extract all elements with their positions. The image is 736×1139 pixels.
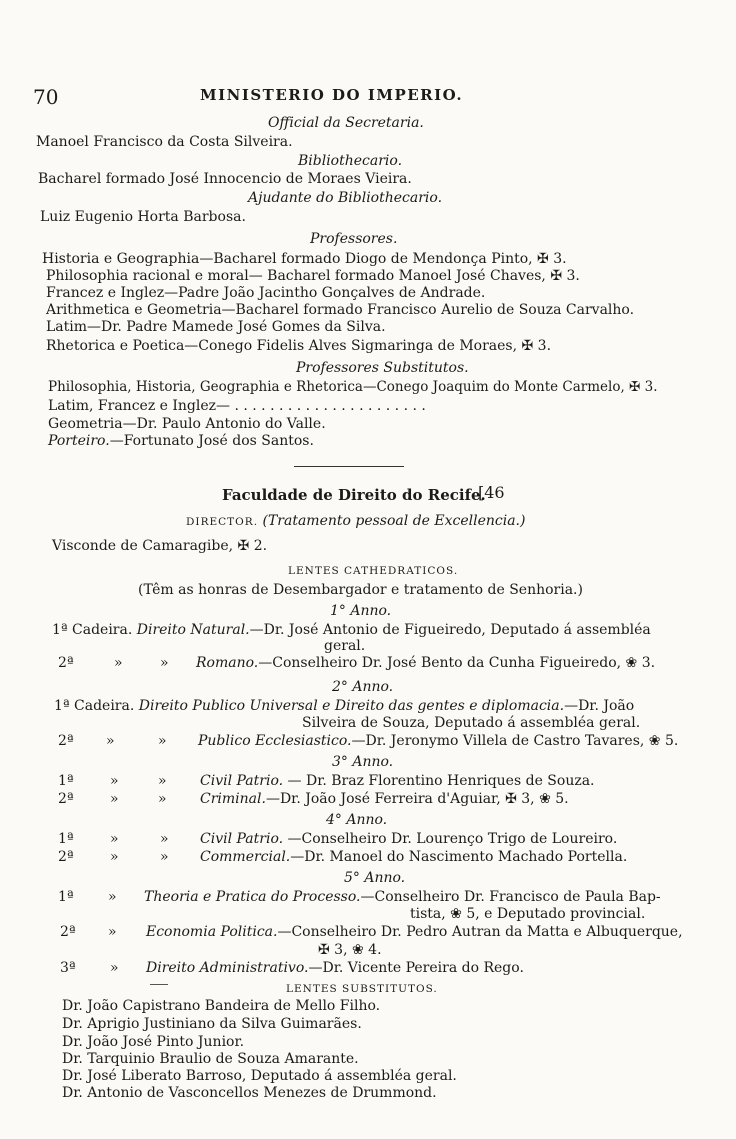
cadeira-row [54, 697, 634, 715]
cadeira-subject: Criminal. [200, 791, 266, 807]
cadeira-subject: Direito Publico Universal e Direito das gentes e diplomacia. [138, 698, 565, 714]
cadeira-subject: Direito Administrativo. [146, 960, 309, 976]
ditto-mark: » [158, 791, 167, 807]
ditto-mark: » [158, 773, 167, 789]
anno-heading: 1° Anno. [330, 603, 392, 619]
cadeira-text: —Conselheiro Dr. Pedro Autran da Matta e Albuquerque, [277, 924, 683, 940]
cadeira-subject: Commercial. [200, 849, 291, 865]
cadeira-number: 2ª [60, 924, 76, 940]
ditto-mark: » [108, 889, 117, 905]
director-note: (Tratamento pessoal de Excellencia.) [262, 513, 526, 529]
cadeira-number: 2ª [58, 791, 74, 807]
cadeira-row-text [200, 848, 627, 866]
ditto-mark: » [110, 960, 119, 976]
professor-line: Francez e Inglez—Padre João Jacintho Gonçalves de Andrade. [46, 285, 486, 301]
ditto-mark: » [110, 849, 119, 865]
substituto-name: Dr. José Liberato Barroso, Deputado á assembléa geral. [62, 1068, 457, 1084]
cadeira-text: —Conselheiro Dr. Francisco de Paula Bap- [360, 889, 661, 905]
ditto-mark: » [106, 733, 115, 749]
ditto-mark: » [110, 831, 119, 847]
cadeira-row-text [146, 959, 524, 977]
cadeira-row-text [144, 888, 661, 906]
cadeira-row-text [200, 790, 569, 808]
cadeira-subject: Civil Patrio. [200, 773, 284, 789]
cadeira-number: 3ª [60, 960, 76, 976]
professor-line: Philosophia racional e moral— Bacharel formado Manoel José Chaves, ✠ 3. [46, 268, 580, 284]
ditto-mark: » [158, 733, 167, 749]
section-divider [294, 466, 404, 467]
substituto-line: Philosophia, Historia, Geographia e Rhetorica—Conego Joaquim do Monte Carmelo, ✠ 3. [48, 379, 658, 395]
cadeira-row-text [200, 772, 595, 790]
cadeira-continuation: Silveira de Souza, Deputado á assembléa geral. [302, 715, 641, 731]
substituto-line: Latim, Francez e Inglez— . . . . . . . . . . . . . . . . . . . . . . [48, 398, 426, 414]
ditto-mark: » [114, 655, 123, 671]
cadeira-text: —Conselheiro Dr. José Bento da Cunha Figueiredo, ❀ 3. [258, 655, 656, 671]
cadeira-continuation: ✠ 3, ❀ 4. [318, 942, 382, 958]
ditto-mark: » [160, 831, 169, 847]
anno-heading: 2° Anno. [332, 679, 394, 695]
lentes-substitutos-title: LENTES SUBSTITUTOS. [286, 983, 438, 995]
cadeira-number: 1ª [52, 622, 68, 638]
porteiro-name: —Fortunato José dos Santos. [109, 433, 314, 449]
cadeira-text: —Dr. João [564, 698, 635, 714]
cadeira-subject: Publico Ecclesiastico. [198, 733, 352, 749]
substituto-name: Dr. João Capistrano Bandeira de Mello Filho. [62, 998, 381, 1014]
cadeira-row [58, 654, 74, 672]
professor-line: Historia e Geographia—Bacharel formado Diogo de Mendonça Pinto, ✠ 3. [42, 251, 567, 267]
professor-line: Arithmetica e Geometria—Bacharel formado Francisco Aurelio de Souza Carvalho. [46, 302, 635, 318]
ditto-mark: » [110, 773, 119, 789]
director-name: Visconde de Camaragibe, ✠ 2. [52, 538, 268, 554]
director-line [186, 512, 525, 531]
cadeira-subject: Theoria e Pratica do Processo. [144, 889, 361, 905]
cadeira-text: —Dr. João José Ferreira d'Aguiar, ✠ 3, ❀ 5. [265, 791, 569, 807]
cadeira-text: —Dr. Jeronymo Villela de Castro Tavares, ❀ 5. [351, 733, 679, 749]
cadeira-number: 2ª [58, 655, 74, 671]
ditto-mark: » [108, 924, 117, 940]
cadeira-text: —Dr. Vicente Pereira do Rego. [308, 960, 524, 976]
secretaria-title: Official da Secretaria. [268, 115, 424, 131]
substituto-name: Dr. Tarquinio Braulio de Souza Amarante. [62, 1051, 359, 1067]
cadeira-row-text [196, 654, 655, 672]
cadeira-continuation: tista, ❀ 5, e Deputado provincial. [410, 906, 646, 922]
ditto-mark: » [110, 791, 119, 807]
cadeira-subject: Economia Politica. [146, 924, 278, 940]
bibliothecario-name: Bacharel formado José Innocencio de Moraes Vieira. [38, 171, 412, 187]
cadeira-number: 1ª [58, 831, 74, 847]
professor-line: Latim—Dr. Padre Mamede José Gomes da Silva. [46, 319, 386, 335]
substituto-line: Geometria—Dr. Paulo Antonio do Valle. [48, 416, 326, 432]
official-name: Manoel Francisco da Costa Silveira. [36, 134, 293, 150]
faculdade-title: Faculdade de Direito do Recife. [222, 486, 486, 504]
faculdade-bracket: [46 [478, 483, 505, 502]
ditto-mark: » [160, 655, 169, 671]
short-divider [150, 984, 168, 985]
cadeira-subject: Romano. [196, 655, 259, 671]
cadeira-text: — Dr. Braz Florentino Henriques de Souza. [283, 773, 595, 789]
ditto-mark: » [160, 849, 169, 865]
substituto-name: Dr. Aprigio Justiniano da Silva Guimarães. [62, 1016, 362, 1032]
cadeira-text: —Dr. Manoel do Nascimento Machado Portella. [290, 849, 628, 865]
cadeira-number: 1ª [58, 889, 74, 905]
bibliothecario-title: Bibliothecario. [298, 153, 403, 169]
cadeira-continuation: geral. [324, 638, 366, 654]
anno-heading: 3° Anno. [332, 754, 394, 770]
cathedraticos-title: LENTES CATHEDRATICOS. [288, 565, 459, 577]
substituto-name: Dr. João José Pinto Junior. [62, 1034, 245, 1050]
porteiro-line [48, 432, 314, 450]
cadeira-row-text [146, 923, 683, 941]
cadeira-number: 1ª [54, 698, 70, 714]
cadeira-label: Cadeira. [74, 698, 135, 714]
anno-heading: 5° Anno. [344, 870, 406, 886]
cadeira-number: 2ª [58, 849, 74, 865]
professor-line: Rhetorica e Poetica—Conego Fidelis Alves Sigmaringa de Moraes, ✠ 3. [46, 338, 552, 354]
cadeira-row-text [198, 732, 678, 750]
page-number: 70 [33, 85, 59, 109]
director-label: DIRECTOR. [186, 516, 259, 528]
cadeira-label: Cadeira. [72, 622, 133, 638]
cadeira-subject: Civil Patrio. [200, 831, 284, 847]
professores-title: Professores. [310, 231, 398, 247]
anno-heading: 4° Anno. [326, 812, 388, 828]
cadeira-text: —Dr. José Antonio de Figueiredo, Deputado á assembléa [249, 622, 651, 638]
substitutos-title: Professores Substitutos. [296, 360, 469, 376]
honras-note: (Têm as honras de Desembargador e tratamento de Senhoria.) [138, 582, 583, 598]
cadeira-number: 2ª [58, 733, 74, 749]
cadeira-number: 1ª [58, 773, 74, 789]
cadeira-text: —Conselheiro Dr. Lourenço Trigo de Loureiro. [283, 831, 618, 847]
ajudante-title: Ajudante do Bibliothecario. [248, 190, 443, 206]
ajudante-name: Luiz Eugenio Horta Barbosa. [40, 209, 246, 225]
porteiro-label: Porteiro. [48, 433, 110, 449]
running-title: MINISTERIO DO IMPERIO. [200, 86, 464, 104]
substituto-name: Dr. Antonio de Vasconcellos Menezes de Drummond. [62, 1085, 437, 1101]
cadeira-row-text [200, 830, 617, 848]
cadeira-subject: Direito Natural. [136, 622, 250, 638]
